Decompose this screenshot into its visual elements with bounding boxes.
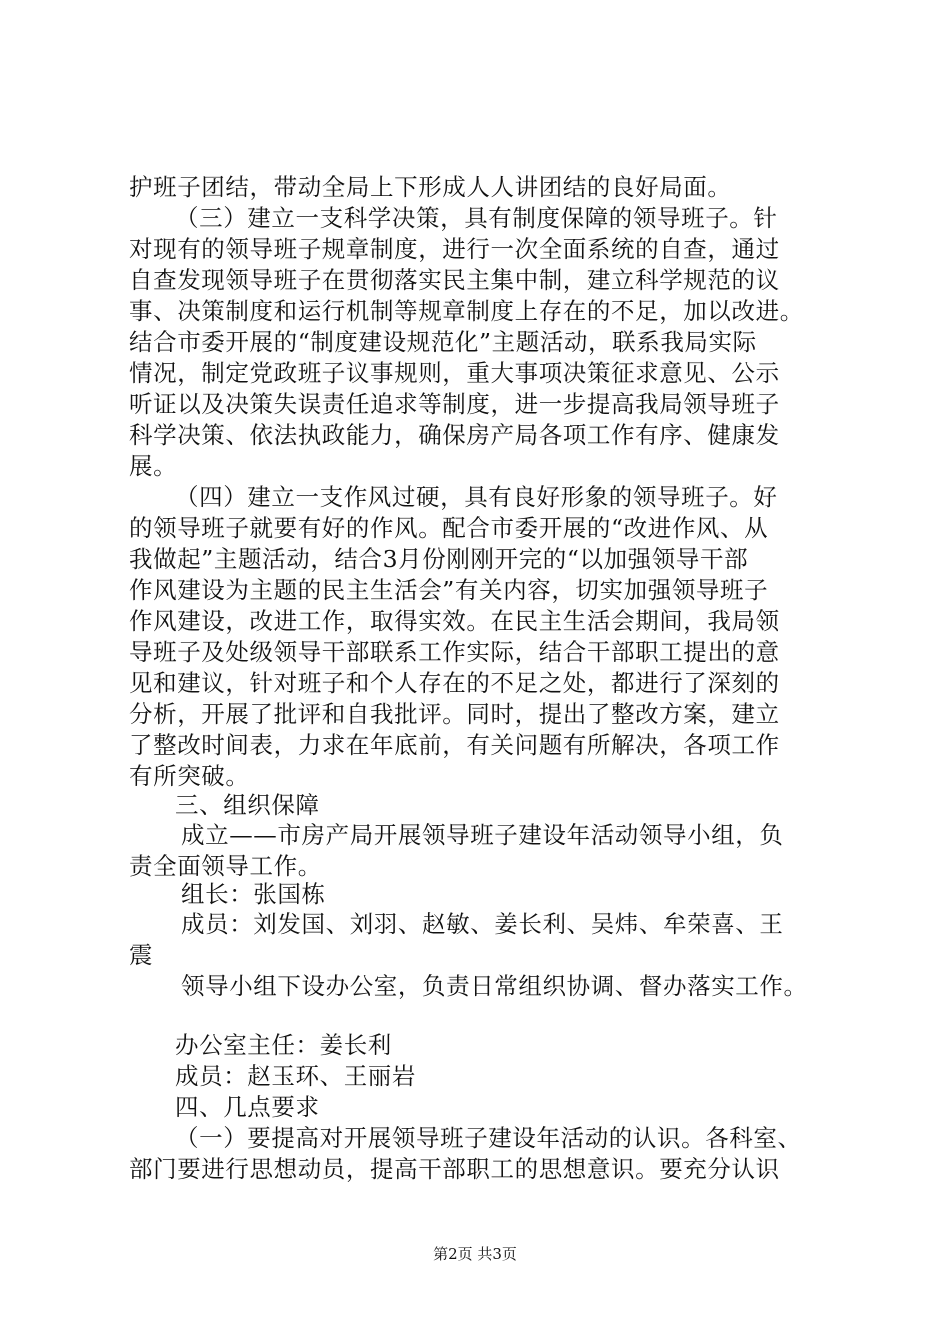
section-heading: 三、组织保障 <box>175 791 320 819</box>
text-line: 作风建设，改进工作，取得实效。在民主生活会期间，我局领 <box>129 607 780 635</box>
text-line: 护班子团结，带动全局上下形成人人讲团结的良好局面。 <box>129 173 732 201</box>
text-line: 分析，开展了批评和自我批评。同时，提出了整改方案，建立 <box>129 700 780 728</box>
text-line: 作风建设为主题的民主生活会”有关内容，切实加强领导班子 <box>129 576 769 604</box>
text-line: 结合市委开展的“制度建设规范化”主题活动，联系我局实际 <box>129 328 757 356</box>
text-line: 对现有的领导班子规章制度，进行一次全面系统的自查，通过 <box>129 235 780 263</box>
text-line: 部门要进行思想动员，提高干部职工的思想意识。要充分认识 <box>129 1155 780 1183</box>
text-line: 事、决策制度和运行机制等规章制度上存在的不足，加以改进。 <box>129 297 804 325</box>
section-heading: （三）建立一支科学决策，具有制度保障的领导班子。针 <box>175 204 778 232</box>
section-heading: （四）建立一支作风过硬，具有良好形象的领导班子。好 <box>175 483 778 511</box>
text-line: 的领导班子就要有好的作风。配合市委开展的“改进作风、从 <box>129 514 769 542</box>
text-line: 展。 <box>129 452 178 480</box>
text-line: 科学决策、依法执政能力，确保房产局各项工作有序、健康发 <box>129 421 780 449</box>
text-line: 办公室主任：姜长利 <box>175 1031 392 1059</box>
text-line: 了整改时间表，力求在年底前，有关问题有所解决，各项工作 <box>129 731 780 759</box>
text-line: 见和建议，针对班子和个人存在的不足之处，都进行了深刻的 <box>129 669 780 697</box>
text-line: 我做起”主题活动，结合3月份刚刚开完的“以加强领导干部 <box>129 545 749 573</box>
section-heading: 四、几点要求 <box>175 1093 320 1121</box>
text-line: 成员：赵玉环、王丽岩 <box>175 1062 416 1090</box>
text-line: 导班子及处级领导干部联系工作实际，结合干部职工提出的意 <box>129 638 780 666</box>
text-line: 有所突破。 <box>129 762 250 790</box>
text-line: 组长：张国栋 <box>181 880 326 908</box>
text-line: 自查发现领导班子在贯彻落实民主集中制，建立科学规范的议 <box>129 266 780 294</box>
text-line: 成立——市房产局开展领导班子建设年活动领导小组，负 <box>181 821 784 849</box>
text-line: 责全面领导工作。 <box>129 852 322 880</box>
text-line: 情况，制定党政班子议事规则，重大事项决策征求意见、公示 <box>129 359 780 387</box>
text-line: 震 <box>129 941 154 969</box>
section-heading: （一）要提高对开展领导班子建设年活动的认识。各科室、 <box>175 1124 802 1152</box>
text-line: 领导小组下设办公室，负责日常组织协调、督办落实工作。 <box>181 972 808 1000</box>
text-line: 成员：刘发国、刘羽、赵敏、姜长利、吴炜、牟荣喜、王 <box>181 910 784 938</box>
page-footer: 第2页 共3页 <box>433 1245 517 1263</box>
text-line: 听证以及决策失误责任追求等制度，进一步提高我局领导班子 <box>129 390 780 418</box>
